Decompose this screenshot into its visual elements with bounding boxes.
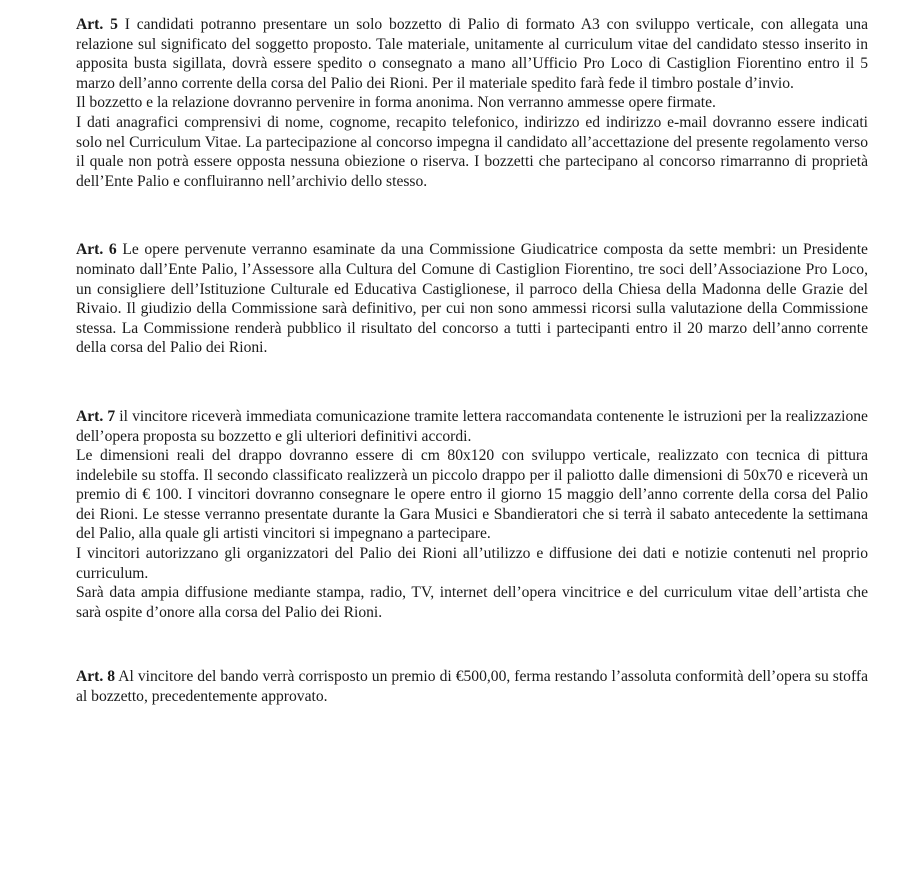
article-5 <box>76 15 868 191</box>
article-paragraph <box>76 407 868 446</box>
article-paragraph <box>76 15 868 93</box>
article-paragraph <box>76 240 868 358</box>
article-paragraph: Il bozzetto e la relazione dovranno pervenire in forma anonima. Non verranno ammesse opere firmate. <box>76 94 716 112</box>
article-text: Le opere pervenute verranno esaminate da una Commissione Giudicatrice composta da sette membri: un Presidente nominato dall’Ente Palio, l’Assessore alla Cultura del Comune di Castiglion Fiorentino, tre soci dell’Associazione Pro Loco, un consigliere dell’Istituzione Culturale ed Educativa Castiglionese, il parroco della Chiesa della Madonna delle Grazie del Rivaio. Il giudizio della Commissione sarà definitivo, per cui non sono ammessi ricorsi sulla valutazione della Commissione stessa. La Commissione renderà pubblico il risultato del concorso a tutti i partecipanti entro il 20 marzo dell’anno corrente della corsa del Palio dei Rioni. <box>76 241 868 357</box>
article-label: Art. 5 <box>76 16 118 33</box>
article-paragraph: I vincitori autorizzano gli organizzatori del Palio dei Rioni all’utilizzo e diffusione dei dati e notizie contenuti nel proprio curriculum. <box>76 545 868 582</box>
article-7 <box>76 407 868 623</box>
article-text: Al vincitore del bando verrà corrisposto un premio di €500,00, ferma restando l’assoluta conformità dell’opera su stoffa al bozzetto, precedentemente approvato. <box>76 668 868 706</box>
article-paragraph: Sarà data ampia diffusione mediante stampa, radio, TV, internet dell’opera vincitrice e del curriculum vitae dell’artista che sarà ospite d’onore alla corsa del Palio dei Rioni. <box>76 584 868 621</box>
article-paragraph: Le dimensioni reali del drappo dovranno essere di cm 80x120 con sviluppo verticale, realizzato con tecnica di pittura indelebile su stoffa. Il secondo classificato realizzerà un piccolo drappo per il paliotto dalle dimensioni di 50x70 e riceverà un premio di € 100. I vincitori dovranno consegnare le opere entro il giorno 15 maggio dell’anno corrente della corsa del Palio dei Rioni. Le stesse verranno presentate durante la Gara Musici e Sbandieratori che si terrà il sabato antecedente la settimana del Palio, alla quale gli artisti vincitori si impegnano a partecipare. <box>76 447 868 543</box>
article-label: Art. 8 <box>76 668 116 686</box>
article-text: I candidati potranno presentare un solo bozzetto di Palio di formato A3 con sviluppo verticale, con allegata una relazione sul significato del soggetto proposto. Tale materiale, unitamente al curriculum vitae del candidato stesso inserito in apposita busta sigillata, dovrà essere spedito o consegnato a mano all’Ufficio Pro Loco di Castiglion Fiorentino entro il 5 marzo dell’anno corrente della corsa del Palio dei Rioni. Per il materiale spedito farà fede il timbro postale d’invio. <box>76 16 868 92</box>
article-label: Art. 7 <box>76 407 116 425</box>
article-6 <box>76 240 868 358</box>
article-paragraph: I dati anagrafici comprensivi di nome, cognome, recapito telefonico, indirizzo ed indirizzo e-mail dovranno essere indicati solo nel Curriculum Vitae. La partecipazione al concorso impegna il candidato all’accettazione del presente regolamento verso il quale non potrà essere opposta nessuna obiezione o riserva. I bozzetti che partecipano al concorso rimarranno di proprietà dell’Ente Palio e confluiranno nell’archivio dello stesso. <box>76 113 868 190</box>
article-8 <box>76 667 868 706</box>
document-page <box>76 15 868 707</box>
article-text: il vincitore riceverà immediata comunicazione tramite lettera raccomandata contenente le istruzioni per la realizzazione dell’opera proposta su bozzetto e gli ulteriori definitivi accordi. <box>76 407 868 445</box>
article-paragraph <box>76 667 868 706</box>
article-label: Art. 6 <box>76 241 117 259</box>
